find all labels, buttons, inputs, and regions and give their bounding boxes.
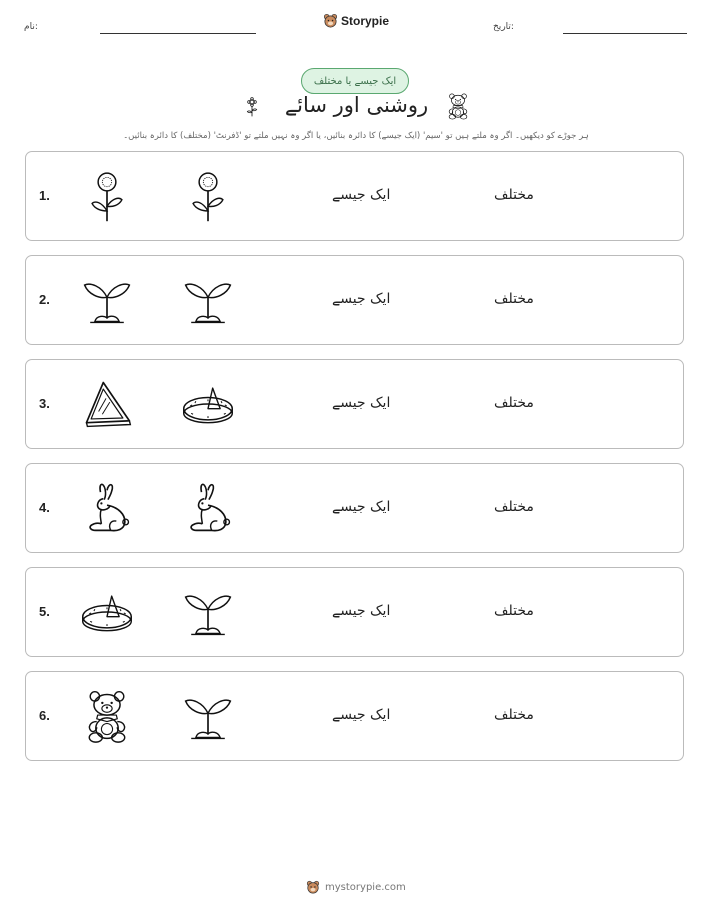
question-number: 2.: [39, 292, 50, 307]
date-label: تاریخ:: [493, 22, 514, 32]
teddy-bear-icon: [444, 91, 472, 121]
option-different[interactable]: مختلف: [494, 707, 534, 723]
sprout-icon: [79, 272, 135, 328]
sprout-icon: [180, 584, 236, 640]
triangle-prism-icon: [79, 376, 135, 432]
sundial-icon: [79, 584, 135, 640]
footer-url[interactable]: mystorypie.com: [325, 881, 406, 893]
option-same[interactable]: ایک جیسے: [332, 291, 391, 307]
rabbit-icon: [79, 480, 135, 536]
option-same[interactable]: ایک جیسے: [332, 187, 391, 203]
option-different[interactable]: مختلف: [494, 187, 534, 203]
bear-logo-icon: [323, 13, 338, 28]
question-number: 4.: [39, 500, 50, 515]
option-same[interactable]: ایک جیسے: [332, 603, 391, 619]
option-same[interactable]: ایک جیسے: [332, 707, 391, 723]
bear-logo-icon: [306, 880, 320, 894]
option-different[interactable]: مختلف: [494, 499, 534, 515]
question-row: [25, 359, 684, 449]
option-different[interactable]: مختلف: [494, 395, 534, 411]
question-row: [25, 151, 684, 241]
option-same[interactable]: ایک جیسے: [332, 499, 391, 515]
option-different[interactable]: مختلف: [494, 291, 534, 307]
question-row: [25, 463, 684, 553]
question-number: 6.: [39, 708, 50, 723]
sundial-icon: [180, 376, 236, 432]
brand-name: Storypie: [341, 13, 390, 28]
question-row: [25, 567, 684, 657]
date-line[interactable]: [563, 33, 687, 34]
question-row: [25, 671, 684, 761]
question-row: [25, 255, 684, 345]
storypie-logo: [323, 13, 389, 28]
subject-pill: ایک جیسے یا مختلف: [301, 68, 409, 94]
dandelion-icon: [180, 168, 236, 224]
question-number: 1.: [39, 188, 50, 203]
dandelion-icon: [79, 168, 135, 224]
question-number: 3.: [39, 396, 50, 411]
rabbit-icon: [180, 480, 236, 536]
instructions-text: ہر جوڑے کو دیکھیں۔ اگر وہ ملتے ہیں تو 'سیم' (ایک جیسے) کا دائرہ بنائیں، یا اگر وہ نہیں ملتے تو 'ڈفرنٹ' (مختلف) کا دائرہ بنائیں۔: [123, 131, 589, 141]
sprout-icon: [180, 272, 236, 328]
teddy-bear-icon: [79, 688, 135, 744]
sprout-icon: [180, 688, 236, 744]
flower-icon: [242, 93, 262, 121]
question-number: 5.: [39, 604, 50, 619]
name-label: نام:: [24, 22, 38, 32]
option-same[interactable]: ایک جیسے: [332, 395, 391, 411]
footer: [306, 880, 406, 894]
option-different[interactable]: مختلف: [494, 603, 534, 619]
name-line[interactable]: [100, 33, 256, 34]
worksheet-title: روشنی اور سائے: [284, 93, 429, 117]
